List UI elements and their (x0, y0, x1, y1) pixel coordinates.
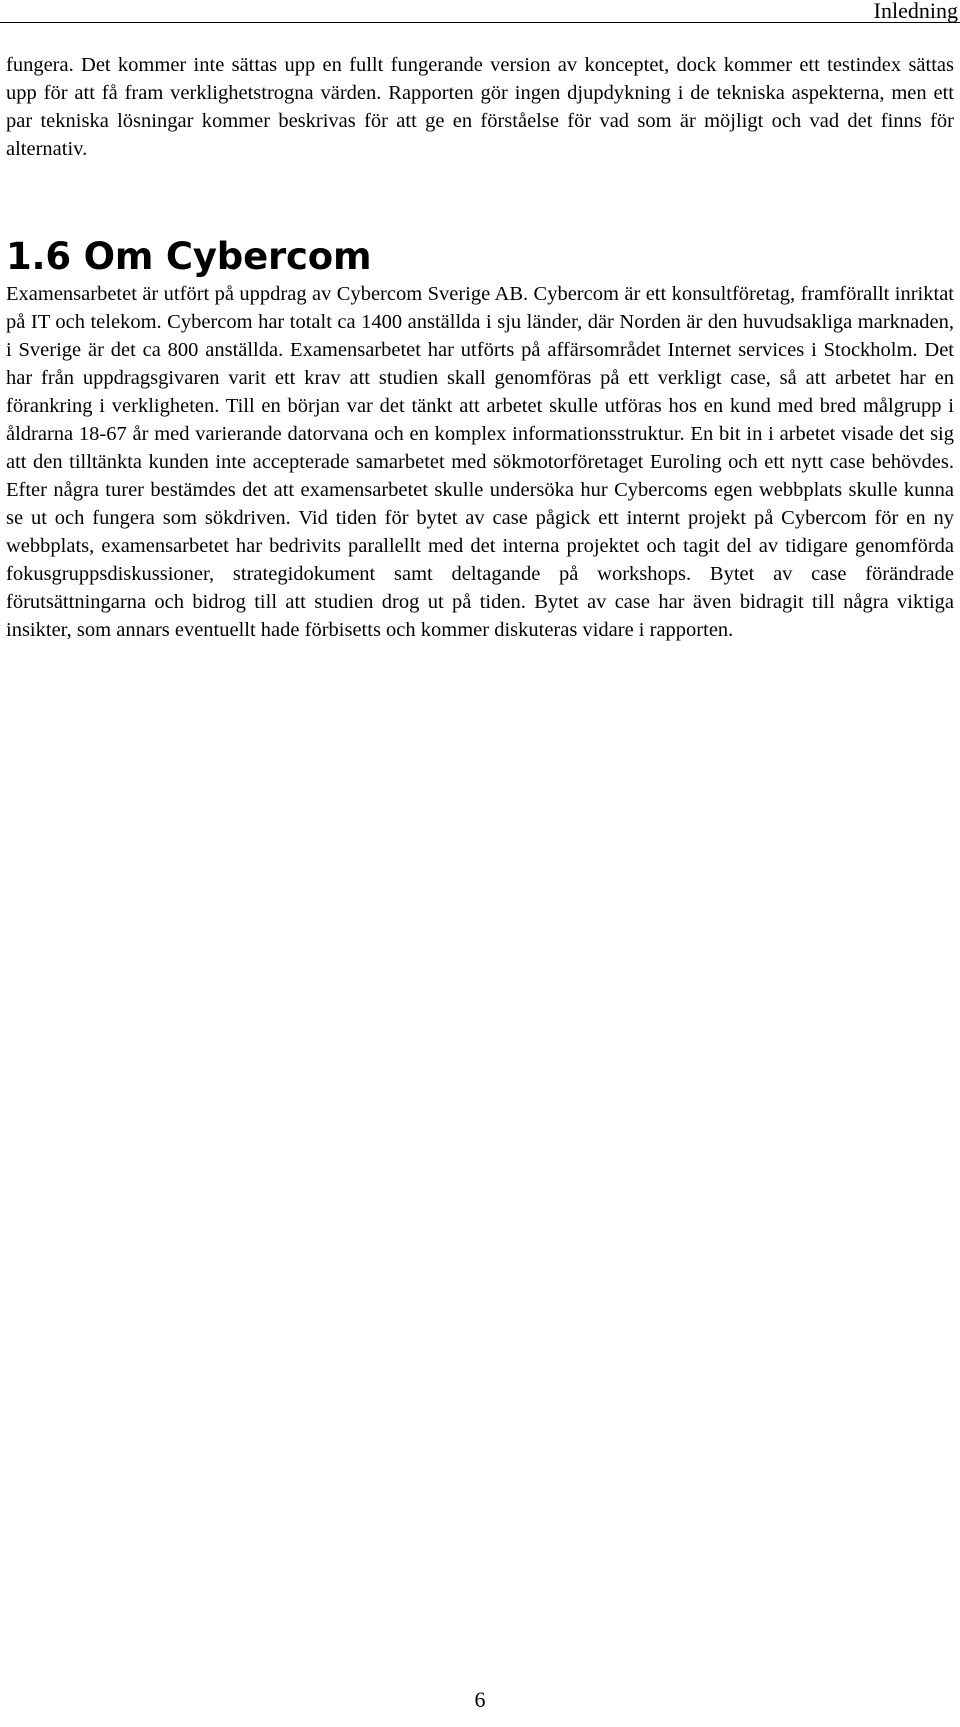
running-header-title: Inledning (873, 0, 958, 23)
header-divider (0, 22, 960, 23)
section-heading: 1.6 Om Cybercom (6, 235, 372, 278)
intro-paragraph: fungera. Det kommer inte sättas upp en fullt fungerande version av konceptet, dock kommer ett testindex sättas upp för att få fram verklighetstrogna värden. Rapporten gör ingen djupdykning i de tekniska aspekterna, men ett par tekniska lösningar kommer beskrivas för att ge en förståelse för vad som är möjligt och vad det finns för alternativ. (6, 54, 954, 160)
page-header (0, 0, 960, 26)
page-number: 6 (474, 1687, 486, 1712)
section-body-paragraph: Examensarbetet är utfört på uppdrag av Cybercom Sverige AB. Cybercom är ett konsultföretag, framförallt inriktat på IT och telekom. Cybercom har totalt ca 1400 anställda i sju länder, där Norden är den huvudsakliga marknaden, i Sverige är det ca 800 anställda. Examensarbetet har utförts på affärsområdet Internet services i Stockholm. Det har från uppdragsgivaren varit ett krav att studien skall genomföras på ett verkligt case, så att arbetet har en förankring i verkligheten. Till en början var det tänkt att arbetet skulle utföras hos en kund med bred målgrupp i åldrarna 18-67 år med varierande datorvana och en komplex informationsstruktur. En bit in i arbetet visade det sig att den tilltänkta kunden inte accepterade samarbetet med sökmotorföretaget Euroling och ett nytt case behövdes. Efter några turer bestämdes det att examensarbetet skulle undersöka hur Cybercoms egen webbplats skulle kunna se ut och fungera som sökdriven. Vid tiden för bytet av case pågick ett internt projekt på Cybercom för en ny webbplats, examensarbetet har bedrivits parallellt med det interna projektet och tagit del av tidigare genomförda fokusgruppsdiskussioner, strategidokument samt deltagande på workshops. Bytet av case förändrade förutsättningarna och bidrog till att studien drog ut på tiden. Bytet av case har även bidragit till några viktiga insikter, som annars eventuellt hade förbisetts och kommer diskuteras vidare i rapporten. (6, 283, 954, 641)
